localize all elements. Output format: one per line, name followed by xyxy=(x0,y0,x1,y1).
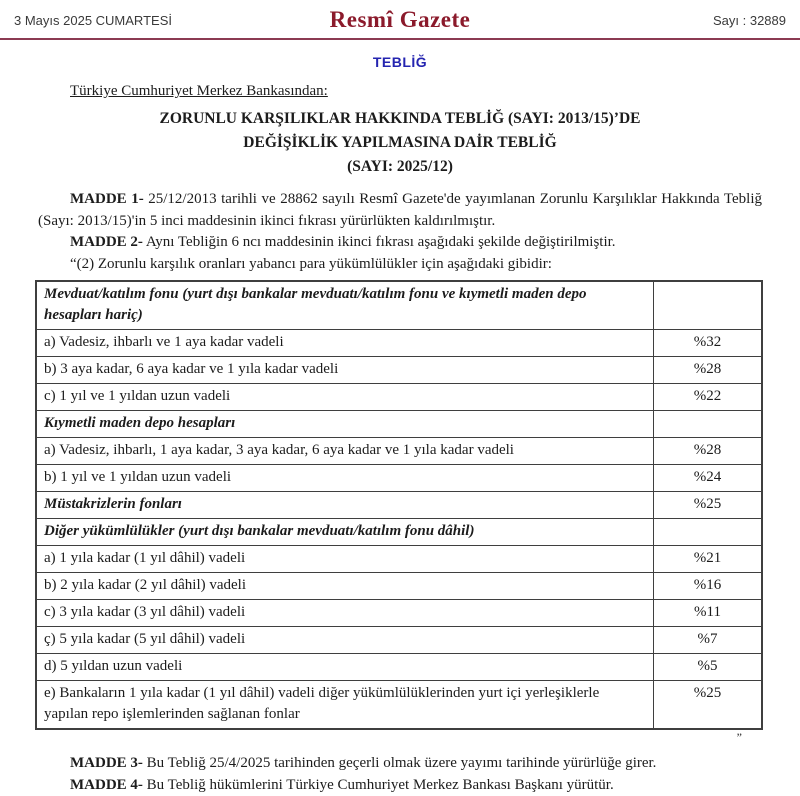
article-1-paragraph xyxy=(38,189,762,232)
row-label-cell: b) 3 aya kadar, 6 aya kadar ve 1 yıla kadar vadeli xyxy=(36,357,654,384)
gazette-title: Resmî Gazete xyxy=(224,7,576,33)
row-label-cell: Diğer yükümlülükler (yurt dışı bankalar mevduatı/katılım fonu dâhil) xyxy=(36,519,654,546)
table-row xyxy=(36,519,762,546)
row-label-cell: b) 2 yıla kadar (2 yıl dâhil) vadeli xyxy=(36,573,654,600)
row-value-cell: %32 xyxy=(654,330,763,357)
row-value-cell: %11 xyxy=(654,600,763,627)
table-row xyxy=(36,438,762,465)
table-row xyxy=(36,330,762,357)
article-4-label: MADDE 4- xyxy=(70,777,143,793)
table-row xyxy=(36,600,762,627)
table-row xyxy=(36,654,762,681)
article-4-paragraph xyxy=(38,775,762,796)
article-1-label: MADDE 1- xyxy=(70,191,144,207)
row-value-cell: %22 xyxy=(654,384,763,411)
gazette-date: 3 Mayıs 2025 CUMARTESİ xyxy=(14,13,224,28)
article-2-text: Aynı Tebliğin 6 ncı maddesinin ikinci fıkrası aşağıdaki şekilde değiştirilmiştir. xyxy=(143,234,616,250)
table-row xyxy=(36,573,762,600)
row-value-cell: %25 xyxy=(654,681,763,730)
row-label-cell: e) Bankaların 1 yıla kadar (1 yıl dâhil) vadeli diğer yükümlülüklerinden yurt içi yerleşiklerle yapılan repo işlemlerinden sağlanan fonlar xyxy=(36,681,654,730)
document-title-line-3: (SAYI: 2025/12) xyxy=(38,155,762,179)
table-row xyxy=(36,546,762,573)
issuing-authority-line xyxy=(38,83,762,100)
document-body xyxy=(0,83,800,796)
row-value-cell xyxy=(654,281,763,330)
row-label-cell: Kıymetli maden depo hesapları xyxy=(36,411,654,438)
article-2-paragraph xyxy=(38,232,762,254)
table-row xyxy=(36,465,762,492)
article-3-label: MADDE 3- xyxy=(70,755,143,771)
row-value-cell: %24 xyxy=(654,465,763,492)
reserve-ratio-table xyxy=(35,280,763,730)
row-label-cell: Müstakrizlerin fonları xyxy=(36,492,654,519)
row-value-cell: %5 xyxy=(654,654,763,681)
section-label-teblig: TEBLİĞ xyxy=(0,54,800,70)
gazette-issue-number: Sayı : 32889 xyxy=(576,13,786,28)
article-4-text: Bu Tebliğ hükümlerini Türkiye Cumhuriyet Merkez Bankası Başkanı yürütür. xyxy=(143,777,614,793)
row-value-cell: %28 xyxy=(654,438,763,465)
table-row xyxy=(36,281,762,330)
article-3-paragraph xyxy=(38,753,762,775)
row-label-cell: d) 5 yıldan uzun vadeli xyxy=(36,654,654,681)
table-row xyxy=(36,681,762,730)
row-label-cell: b) 1 yıl ve 1 yıldan uzun vadeli xyxy=(36,465,654,492)
table-row xyxy=(36,357,762,384)
table-row xyxy=(36,492,762,519)
document-title xyxy=(38,107,762,179)
row-value-cell xyxy=(654,411,763,438)
row-label-cell: a) Vadesiz, ihbarlı ve 1 aya kadar vadeli xyxy=(36,330,654,357)
row-value-cell: %28 xyxy=(654,357,763,384)
table-row xyxy=(36,411,762,438)
document-title-line-2: DEĞİŞİKLİK YAPILMASINA DAİR TEBLİĞ xyxy=(38,131,762,155)
row-value-cell: %21 xyxy=(654,546,763,573)
document-title-line-1: ZORUNLU KARŞILIKLAR HAKKINDA TEBLİĞ (SAYI: 2013/15)’DE xyxy=(38,107,762,131)
row-label-cell: a) Vadesiz, ihbarlı, 1 aya kadar, 3 aya kadar, 6 aya kadar ve 1 yıla kadar vadeli xyxy=(36,438,654,465)
masthead-bar xyxy=(0,0,800,40)
closing-quotation-mark: ” xyxy=(38,730,762,744)
row-value-cell xyxy=(654,519,763,546)
row-value-cell: %16 xyxy=(654,573,763,600)
row-label-cell: ç) 5 yıla kadar (5 yıl dâhil) vadeli xyxy=(36,627,654,654)
article-2-label: MADDE 2- xyxy=(70,234,143,250)
article-2-quote-intro: “(2) Zorunlu karşılık oranları yabancı para yükümlülükler için aşağıdaki gibidir: xyxy=(38,254,762,276)
row-value-cell: %7 xyxy=(654,627,763,654)
row-label-cell: c) 3 yıla kadar (3 yıl dâhil) vadeli xyxy=(36,600,654,627)
row-label-cell: c) 1 yıl ve 1 yıldan uzun vadeli xyxy=(36,384,654,411)
issuing-authority-text: Türkiye Cumhuriyet Merkez Bankasından: xyxy=(70,83,328,99)
row-value-cell: %25 xyxy=(654,492,763,519)
row-label-cell: a) 1 yıla kadar (1 yıl dâhil) vadeli xyxy=(36,546,654,573)
table-row xyxy=(36,627,762,654)
article-1-text: 25/12/2013 tarihli ve 28862 sayılı Resmî Gazete'de yayımlanan Zorunlu Karşılıklar Hakkında Tebliğ (Sayı: 2013/15)'in 5 inci maddesinin ikinci fıkrası yürürlükten kaldırılmıştır. xyxy=(38,191,762,229)
article-3-text: Bu Tebliğ 25/4/2025 tarihinden geçerli olmak üzere yayımı tarihinde yürürlüğe girer. xyxy=(143,755,657,771)
row-label-cell: Mevduat/katılım fonu (yurt dışı bankalar mevduatı/katılım fonu ve kıymetli maden depo hesapları hariç) xyxy=(36,281,654,330)
table-row xyxy=(36,384,762,411)
